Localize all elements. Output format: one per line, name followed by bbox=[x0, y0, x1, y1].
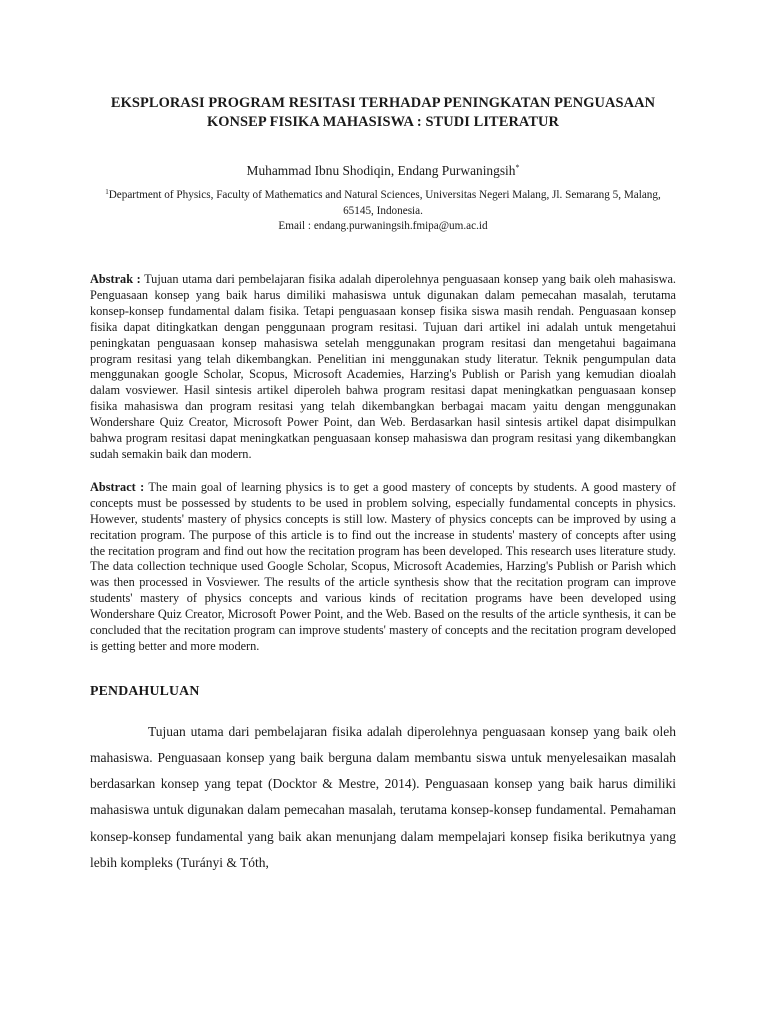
abstract-english bbox=[90, 480, 676, 655]
author-names: Muhammad Ibnu Shodiqin, Endang Purwaningsih bbox=[246, 163, 516, 178]
abstract-english-text: The main goal of learning physics is to get a good mastery of concepts by students. A good mastery of concepts must be possessed by students to be used in problem solving, especially fundamental concepts in physics. However, students' mastery of physics concepts is still low. Mastery of physics concepts can be improved by using a recitation program. The purpose of this article is to find out the increase in students' mastery of concepts after using the recitation program and find out how the recitation program has been developed. This research uses literature study. The data collection technique used Google Scholar, Scopus, Microsoft Academies, Harzing's Publish or Parish which was then processed in Vosviewer. The results of the article synthesis show that the recitation program can improve students' mastery of physics concepts and various kinds of recitation programs have been developed using Wondershare Quiz Creator, Microsoft Power Point, and the Web. Based on the results of the article synthesis, it can be concluded that the recitation program can improve students' mastery of concepts and the recitation program developed is getting better and more modern. bbox=[90, 479, 676, 653]
author-list bbox=[90, 160, 676, 179]
paper-title bbox=[90, 94, 676, 132]
paper-title-line-1: EKSPLORASI PROGRAM RESITASI TERHADAP PENINGKATAN PENGUASAAN bbox=[110, 95, 656, 111]
body-paragraph: Tujuan utama dari pembelajaran fisika adalah diperolehnya penguasaan konsep yang baik oleh mahasiswa. Penguasaan konsep yang baik berguna dalam membantu siswa untuk menyelesaikan masalah berdasarkan konsep yang tepat (Docktor & Mestre, 2014). Penguasaan konsep yang baik harus dimiliki mahasiswa untuk digunakan dalam pemecahan masalah, terutama konsep-konsep fundamental. Pemahaman konsep-konsep fundamental yang baik akan menunjang dalam mempelajari konsep fisika berikutnya yang lebih kompleks (Turányi & Tóth, bbox=[90, 723, 676, 870]
author-email: Email : endang.purwaningsih.fmipa@um.ac.id bbox=[278, 220, 488, 232]
paper-page bbox=[90, 94, 676, 876]
abstract-indonesian bbox=[90, 272, 676, 463]
corresponding-author-mark: * bbox=[515, 163, 520, 172]
affiliation bbox=[90, 185, 676, 219]
affiliation-text: Department of Physics, Faculty of Mathematics and Natural Sciences, Universitas Negeri Malang, Jl. Semarang 5, Malang, 65145, Indonesia. bbox=[108, 189, 661, 217]
abstract-english-label: Abstract : bbox=[90, 479, 145, 494]
section-heading-pendahuluan: PENDAHULUAN bbox=[90, 682, 200, 698]
abstract-indonesian-text: Tujuan utama dari pembelajaran fisika adalah diperolehnya penguasaan konsep yang baik oleh mahasiswa. Penguasaan konsep yang baik harus dimiliki mahasiswa untuk digunakan dalam pemecahan masalah, terutama konsep-konsep fundamental dalam fisika. Tetapi penguasaan konsep fisika siswa masih rendah. Penguasaan konsep fisika dapat ditingkatkan dengan penggunaan program resitasi. Tujuan dari artikel ini adalah untuk mengetahui peningkatan penguasaan konsep mahasiswa setelah menggunakan program resitasi dan mengetahui bagaimana program resitasi yang telah dikembangkan. Penelitian ini menggunakan study literatur. Teknik pengumpulan data menggunakan google Scholar, Scopus, Microsoft Academies, Harzing's Publish or Parish yang kemudian dioalah dalam vosviewer. Hasil sintesis artikel diperoleh bahwa program resitasi dapat meningkatkan penguasaan konsep fisika mahasiswa dan program resitasi yang telah dikembangkan berbagai macam yaitu dengan menggunakan Wondershare Quiz Creator, Microsoft Power Point, dan Web. Berdasarkan hasil sintesis artikel dapat disimpulkan bahwa program resitasi dapat meningkatkan penguasaan konsep mahasiswa dan program resitasi yang dikembangkan sudah semakin baik dan modern. bbox=[90, 272, 676, 461]
abstract-indonesian-label: Abstrak : bbox=[90, 272, 141, 286]
affiliation-mark: 1 bbox=[105, 188, 109, 196]
paper-title-line-2: KONSEP FISIKA MAHASISWA : STUDI LITERATUR bbox=[206, 114, 560, 130]
